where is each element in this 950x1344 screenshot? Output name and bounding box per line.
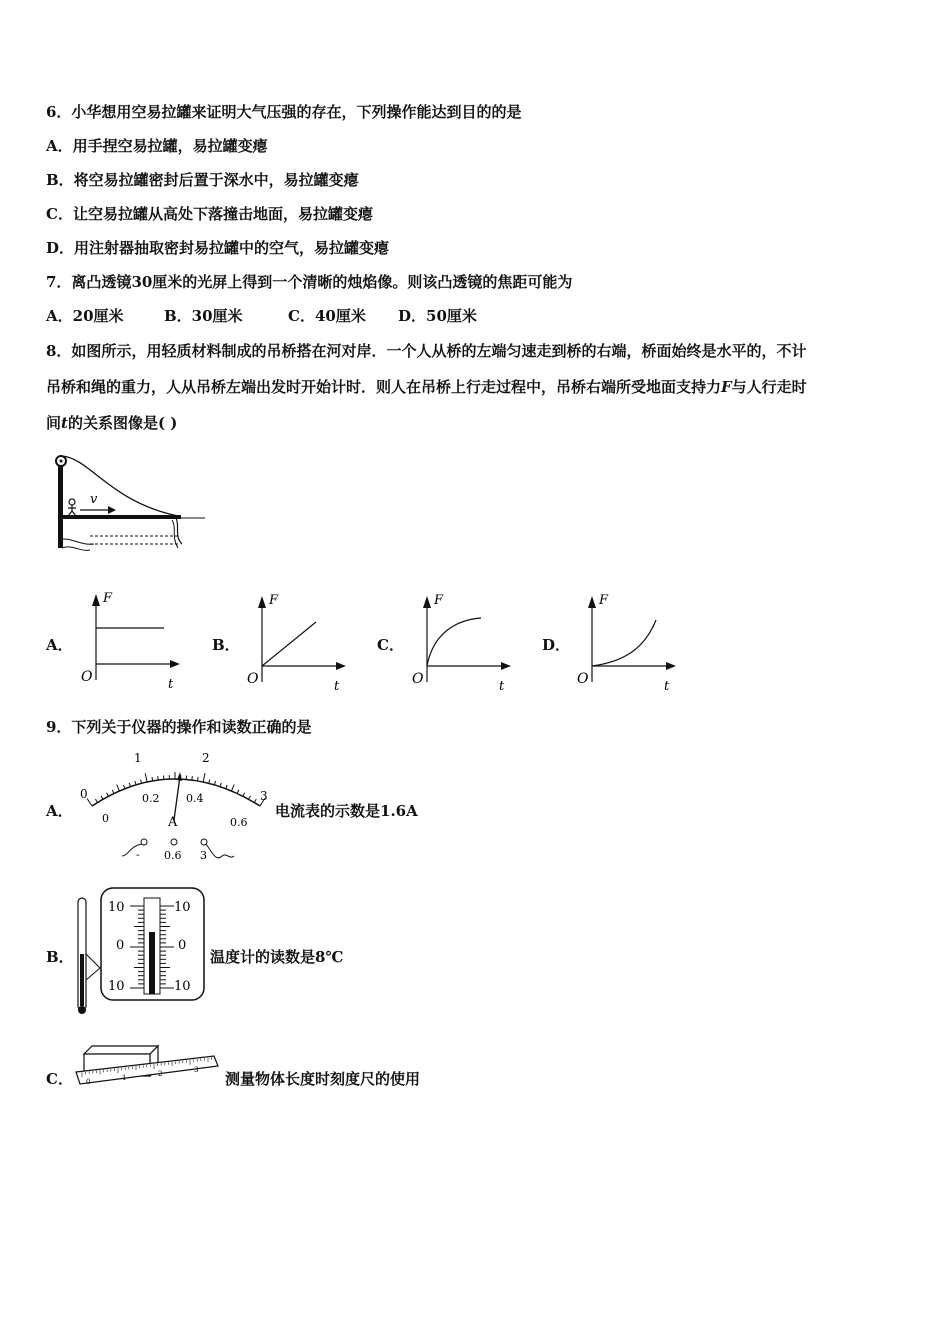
ruler-label-2: 2	[158, 1070, 163, 1078]
q8-graph-c-label: C．	[377, 636, 404, 654]
scale-tick	[192, 776, 193, 780]
ammeter-top-3: 3	[260, 789, 268, 803]
q8-graph-a	[76, 588, 186, 692]
scale-tick	[237, 790, 239, 794]
scale-tick	[254, 799, 256, 802]
q8-graph-b-y-label: F	[269, 593, 279, 608]
ammeter-bottom-06: 0.6	[230, 816, 248, 829]
scale-tick	[197, 777, 198, 781]
q8-line3	[46, 413, 177, 433]
scale-tick	[124, 785, 125, 789]
q8-line2	[46, 377, 807, 397]
thermo-right-bot: 10	[174, 979, 191, 994]
thermo-left-bot: 10	[108, 979, 125, 994]
ammeter-top-0: 0	[80, 787, 88, 801]
bridge-velocity-label: v	[90, 492, 98, 507]
q8-graph-c	[407, 590, 517, 694]
q8-graph-d	[572, 590, 682, 694]
q8-symbol-t: t	[61, 414, 68, 432]
q8-graph-a-origin: O	[81, 669, 93, 685]
q8-line3-b: 的关系图像是( )	[67, 414, 178, 432]
scale-tick	[243, 793, 245, 797]
q8-graph-d-x-label: t	[664, 679, 670, 694]
q8-graph-d-label: D．	[542, 636, 571, 654]
q6-option-b: B．将空易拉罐密封后置于深水中，易拉罐变瘪	[46, 171, 359, 189]
thermometer-figure	[70, 884, 210, 1020]
q8-graph-a-x-label: t	[168, 677, 174, 692]
q8-graph-b	[242, 590, 352, 694]
ruler-figure	[72, 1040, 224, 1092]
q6-option-c: C．让空易拉罐从高处下落撞击地面，易拉罐变瘪	[46, 205, 373, 223]
ruler-label-0: 0	[86, 1078, 91, 1086]
thermo-right-mid: 0	[178, 938, 187, 953]
q9-option-b-label: B．	[46, 948, 74, 966]
q8-graph-c-y-label: F	[434, 593, 444, 608]
q7-options	[46, 306, 477, 326]
scale-tick	[145, 773, 147, 782]
ruler-label-3: 3	[194, 1066, 199, 1074]
q7-option-b: B．30厘米	[164, 307, 243, 325]
ruler-label-1: 1	[122, 1074, 127, 1082]
scale-tick	[141, 779, 142, 783]
q6-option-d: D．用注射器抽取密封易拉罐中的空气，易拉罐变瘪	[46, 239, 390, 257]
q6-option-a: A．用手捏空易拉罐，易拉罐变瘪	[46, 137, 268, 155]
scale-tick	[117, 785, 120, 791]
scale-tick	[95, 799, 97, 802]
ammeter-terminal-3: 3	[200, 849, 207, 862]
ammeter-bottom-0: 0	[102, 812, 109, 825]
ammeter-figure	[70, 744, 274, 864]
thermo-left-mid: 0	[116, 938, 125, 953]
scale-tick	[214, 781, 215, 785]
scale-tick	[203, 773, 205, 782]
q9-option-b-text: 温度计的读数是8℃	[210, 948, 344, 966]
q8-graph-d-y-label: F	[599, 593, 609, 608]
ammeter-bottom-04: 0.4	[186, 792, 204, 805]
ammeter-needle	[174, 776, 180, 820]
q9-option-a-label: A．	[46, 802, 73, 820]
scale-tick	[129, 783, 130, 787]
scale-tick	[220, 783, 221, 787]
scale-tick	[107, 793, 109, 797]
ammeter-terminal-06: 0.6	[164, 849, 182, 862]
q8-graph-d-origin: O	[577, 671, 589, 687]
ammeter-scale-ticks	[87, 772, 265, 806]
scale-tick	[158, 776, 159, 780]
ammeter-top-2: 2	[202, 751, 210, 765]
thermo-right-top: 10	[174, 900, 191, 915]
q7-stem: 7．离凸透镜30厘米的光屏上得到一个清晰的烛焰像。则该凸透镜的焦距可能为	[46, 273, 573, 291]
q9-option-c-text: 测量物体长度时刻度尺的使用	[225, 1070, 421, 1088]
q7-option-a: A．20厘米	[46, 307, 124, 325]
q6-stem: 6．小华想用空易拉罐来证明大气压强的存在，下列操作能达到目的的是	[46, 103, 522, 121]
scale-tick	[249, 796, 251, 800]
q8-line1: 8．如图所示，用轻质材料制成的吊桥搭在河对岸．一个人从桥的左端匀速走到桥的右端，桥面始终是水平的，不计	[46, 342, 807, 360]
scale-tick	[226, 785, 227, 789]
q7-option-d: D．50厘米	[398, 307, 477, 325]
q8-graph-c-x-label: t	[499, 679, 505, 694]
q8-graph-a-y-label: F	[103, 591, 113, 606]
q9-option-c-label: C．	[46, 1070, 73, 1088]
scale-tick	[87, 798, 92, 806]
ammeter-bottom-02: 0.2	[142, 792, 160, 805]
q8-line2-a: 吊桥和绳的重力，人从吊桥左端出发时开始计时．则人在吊桥上行走过程中，吊桥右端所受地面支持力	[46, 378, 722, 396]
q8-symbol-F: F	[721, 378, 732, 396]
q8-graph-c-origin: O	[412, 671, 424, 687]
q8-graph-b-x-label: t	[334, 679, 340, 694]
ammeter-terminal-minus: -	[136, 848, 140, 861]
scale-tick	[152, 777, 153, 781]
q9-stem: 9．下列关于仪器的操作和读数正确的是	[46, 718, 312, 736]
scale-tick	[135, 781, 136, 785]
q8-graph-b-origin: O	[247, 671, 259, 687]
q9-option-a-text: 电流表的示数是1.6A	[275, 802, 418, 820]
q8-graph-a-label: A．	[46, 636, 73, 654]
scale-tick	[101, 796, 103, 799]
q7-option-c: C．40厘米	[288, 307, 366, 325]
scale-tick	[209, 779, 210, 783]
q8-line3-a: 间	[46, 414, 62, 432]
ammeter-unit: A	[168, 815, 178, 830]
q8-line2-b: 与人行走时	[731, 378, 807, 396]
scale-tick	[231, 785, 234, 791]
scale-tick	[112, 790, 114, 794]
bridge-figure	[50, 452, 210, 556]
thermo-left-top: 10	[108, 900, 125, 915]
ammeter-top-1: 1	[134, 751, 142, 765]
q8-graph-b-label: B．	[212, 636, 240, 654]
